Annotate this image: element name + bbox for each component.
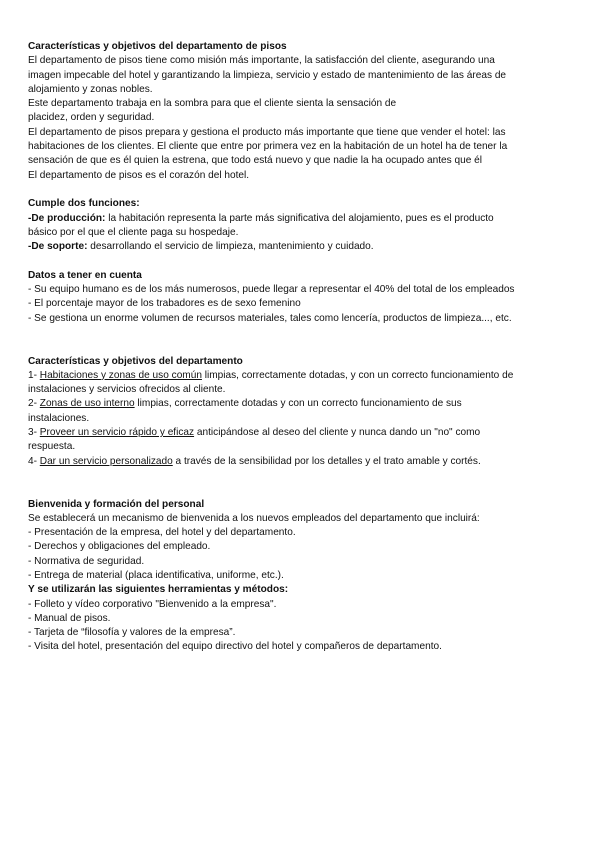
paragraph-line: instalaciones. <box>28 412 90 424</box>
list-item: - El porcentaje mayor de los trabadores es de sexo femenino <box>28 298 301 310</box>
objective-item <box>28 397 576 411</box>
objective-text: a través de la sensibilidad por los detalles y el trato amable y cortés. <box>172 455 481 467</box>
paragraph-line: Este departamento trabaja en la sombra para que el cliente sienta la sensación de <box>28 98 397 110</box>
objective-number: 1- <box>28 369 40 381</box>
paragraph-line: habitaciones de los clientes. El cliente que entre por primera vez en la habitación de un hotel ha de tener la <box>28 141 508 153</box>
paragraph-line: El departamento de pisos es el corazón del hotel. <box>28 169 250 181</box>
list-item: - Normativa de seguridad. <box>28 555 145 567</box>
list-item: - Entrega de material (placa identificativa, uniforme, etc.). <box>28 569 284 581</box>
section-subtitle: Y se utilizarán las siguientes herramientas y métodos: <box>28 584 289 596</box>
paragraph-line: Se establecerá un mecanismo de bienvenida a los nuevos empleados del departamento que incluirá: <box>28 512 480 524</box>
function-label: -De soporte: <box>28 241 88 253</box>
objective-underlined: Proveer un servicio rápido y eficaz <box>39 427 195 439</box>
list-item: - Se gestiona un enorme volumen de recursos materiales, tales como lencería, productos de limpieza..., etc. <box>28 312 512 324</box>
list-item: - Tarjeta de “filosofía y valores de la empresa”. <box>28 627 236 639</box>
paragraph-line: El departamento de pisos prepara y gestiona el producto más importante que tiene que vender el hotel: las <box>28 126 506 138</box>
paragraph-line: El departamento de pisos tiene como misión más importante, la satisfacción del cliente, asegurando una <box>28 55 495 67</box>
objective-text: limpias, correctamente dotadas y con un correcto funcionamiento de sus <box>134 398 462 410</box>
objective-underlined: Habitaciones y zonas de uso común <box>39 369 202 381</box>
objective-underlined: Dar un servicio personalizado <box>39 455 173 467</box>
section-title: Cumple dos funciones: <box>28 198 140 210</box>
paragraph-line: respuesta. <box>28 441 76 453</box>
document-page <box>28 40 576 655</box>
section-title: Características y objetivos del departamento <box>28 355 243 367</box>
objective-text: limpias, correctamente dotadas, y con un correcto funcionamiento de <box>201 369 514 381</box>
objective-item <box>28 426 576 440</box>
objective-number: 4- <box>28 455 40 467</box>
paragraph-line: instalaciones y servicios ofrecidos al cliente. <box>28 384 226 396</box>
paragraph-line: alojamiento y zonas nobles. <box>28 83 153 95</box>
objective-text: anticipándose al deseo del cliente y nunca dando un "no" como <box>194 427 481 439</box>
section-title: Datos a tener en cuenta <box>28 269 142 281</box>
objective-underlined: Zonas de uso interno <box>39 398 135 410</box>
paragraph-line: imagen impecable del hotel y garantizando la limpieza, servicio y estado de mantenimiento de las áreas de <box>28 69 507 81</box>
paragraph-line: sensación de que es él quien la estrena, que todo está nuevo y que nadie la ha ocupado antes que él <box>28 155 483 167</box>
list-item: - Presentación de la empresa, del hotel y del departamento. <box>28 527 296 539</box>
function-label: -De producción: <box>28 212 106 224</box>
function-item <box>28 212 576 226</box>
objective-number: 2- <box>28 398 40 410</box>
function-text: desarrollando el servicio de limpieza, mantenimiento y cuidado. <box>87 241 374 253</box>
list-item: - Folleto y vídeo corporativo "Bienvenido a la empresa". <box>28 598 277 610</box>
list-item: - Derechos y obligaciones del empleado. <box>28 541 211 553</box>
list-item: - Visita del hotel, presentación del equipo directivo del hotel y compañeros de departamento. <box>28 641 442 653</box>
objective-number: 3- <box>28 427 40 439</box>
list-item: - Manual de pisos. <box>28 612 111 624</box>
list-item: - Su equipo humano es de los más numerosos, puede llegar a representar el 40% del total de los empleados <box>28 284 515 296</box>
objective-item <box>28 369 576 383</box>
section-title: Características y objetivos del departamento de pisos <box>28 41 287 52</box>
objective-item <box>28 455 576 469</box>
paragraph-line: placidez, orden y seguridad. <box>28 112 155 124</box>
paragraph-line: básico por el que el cliente paga su hospedaje. <box>28 226 239 238</box>
function-item <box>28 240 576 254</box>
section-title: Bienvenida y formación del personal <box>28 498 205 510</box>
function-text: la habitación representa la parte más significativa del alojamiento, pues es el producto <box>105 212 494 224</box>
